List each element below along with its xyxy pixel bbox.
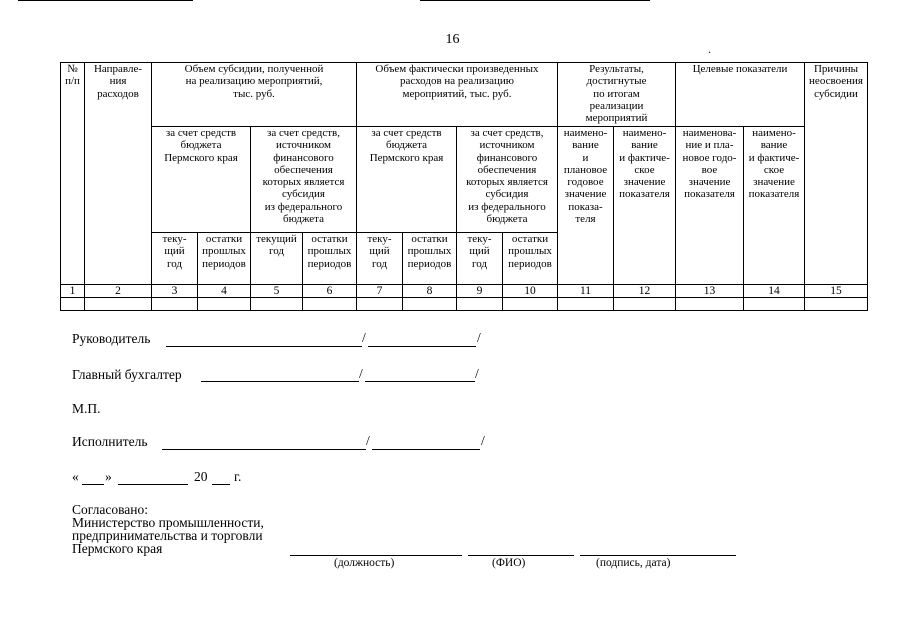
approval-org-line2: предпринимательства и торговли [72,528,263,543]
slash: / [477,330,481,345]
column-number-cell: 11 [558,285,614,298]
header-no: № п/п [61,63,85,285]
year-suffix: г. [234,469,242,484]
header-target-name-actual: наимено- вание и фактиче- ское значение показателя [744,127,805,285]
header-federal-source: за счет средств, источником финансового обеспечения которых является субсидия из федерального бюджета [251,127,357,233]
header-remainder: остатки прошлых периодов [503,233,558,285]
chief-accountant-signature-line [365,381,475,382]
name-caption: (ФИО) [492,557,526,569]
header-result-name-actual: наимено- вание и фактиче- ское значение показателя [614,127,676,285]
chief-accountant-label: Главный бухгалтер [72,367,182,382]
executor-label: Исполнитель [72,434,148,449]
year-line [212,484,230,485]
signature-date-line [580,555,736,556]
header-target-name-plan: наименова- ние и пла- новое годо- вое значение показателя [676,127,744,285]
empty-cell[interactable] [303,298,357,311]
approval-title: Согласовано: [72,502,148,517]
empty-cell[interactable] [85,298,152,311]
column-number-cell: 15 [805,285,868,298]
header-subsidy-volume: Объем субсидии, полученной на реализацию мероприятий, тыс. руб. [152,63,357,127]
position-line [290,555,462,556]
header-targets: Целевые показатели [676,63,805,127]
header-current-year: теку- щий год [357,233,403,285]
header-reasons: Причины неосвоения субсидии [805,63,868,285]
year-prefix: 20 [194,469,208,484]
column-number-cell: 5 [251,285,303,298]
header-remainder: остатки прошлых периодов [198,233,251,285]
column-number-cell: 3 [152,285,198,298]
empty-cell[interactable] [614,298,676,311]
slash: / [366,433,370,448]
day-line [82,484,104,485]
slash: / [359,366,363,381]
header-federal-source: за счет средств, источником финансового обеспечения которых является субсидия из федерального бюджета [457,127,558,233]
header-results: Результаты, достигнутые по итогам реализации мероприятий [558,63,676,127]
header-direction: Направле- ния расходов [85,63,152,285]
empty-cell[interactable] [251,298,303,311]
column-number-cell: 10 [503,285,558,298]
chief-accountant-name-line [201,381,359,382]
header-current-year: теку- щий год [457,233,503,285]
column-number-cell: 12 [614,285,676,298]
empty-cell[interactable] [676,298,744,311]
column-number-cell: 6 [303,285,357,298]
column-number-cell: 13 [676,285,744,298]
date-close-quote: » [105,469,112,484]
page-number: 16 [445,32,460,47]
seal-label: М.П. [72,401,101,416]
header-remainder: остатки прошлых периодов [403,233,457,285]
header-regional-budget: за счет средств бюджета Пермского края [357,127,457,233]
slash: / [481,433,485,448]
empty-cell[interactable] [403,298,457,311]
header-current-year: теку- щий год [152,233,198,285]
column-number-row [61,285,868,298]
column-number-cell: 1 [61,285,85,298]
column-number-cell: 4 [198,285,251,298]
column-number-cell: 8 [403,285,457,298]
report-table [60,62,868,311]
header-current-year: текущий год [251,233,303,285]
head-name-line [166,346,362,347]
empty-cell[interactable] [558,298,614,311]
approval-org-line1: Министерство промышленности, [72,515,264,530]
column-number-cell: 9 [457,285,503,298]
executor-name-line [162,449,366,450]
approval-org-line3: Пермского края [72,541,163,556]
column-number-cell: 7 [357,285,403,298]
empty-cell[interactable] [744,298,805,311]
empty-cell[interactable] [61,298,85,311]
top-rule-left [18,0,193,1]
slash: / [362,330,366,345]
header-regional-budget: за счет средств бюджета Пермского края [152,127,251,233]
top-rule-right [420,0,650,1]
head-signature-line [368,346,476,347]
month-line [118,484,188,485]
name-line [468,555,574,556]
empty-cell[interactable] [503,298,558,311]
empty-cell[interactable] [198,298,251,311]
header-actual-expenses: Объем фактически произведенных расходов на реализацию мероприятий, тыс. руб. [357,63,558,127]
empty-cell[interactable] [457,298,503,311]
head-label: Руководитель [72,331,151,346]
empty-cell[interactable] [805,298,868,311]
slash: / [475,366,479,381]
empty-cell[interactable] [152,298,198,311]
header-result-name-plan: наимено- вание и плановое годовое значение показа- теля [558,127,614,285]
executor-signature-line [372,449,480,450]
empty-data-row [61,298,868,311]
header-remainder: остатки прошлых периодов [303,233,357,285]
column-number-cell: 14 [744,285,805,298]
position-caption: (должность) [334,557,395,569]
column-number-cell: 2 [85,285,152,298]
empty-cell[interactable] [357,298,403,311]
signature-date-caption: (подпись, дата) [596,557,671,569]
stray-dot: . [708,42,711,56]
date-open-quote: « [72,469,79,484]
